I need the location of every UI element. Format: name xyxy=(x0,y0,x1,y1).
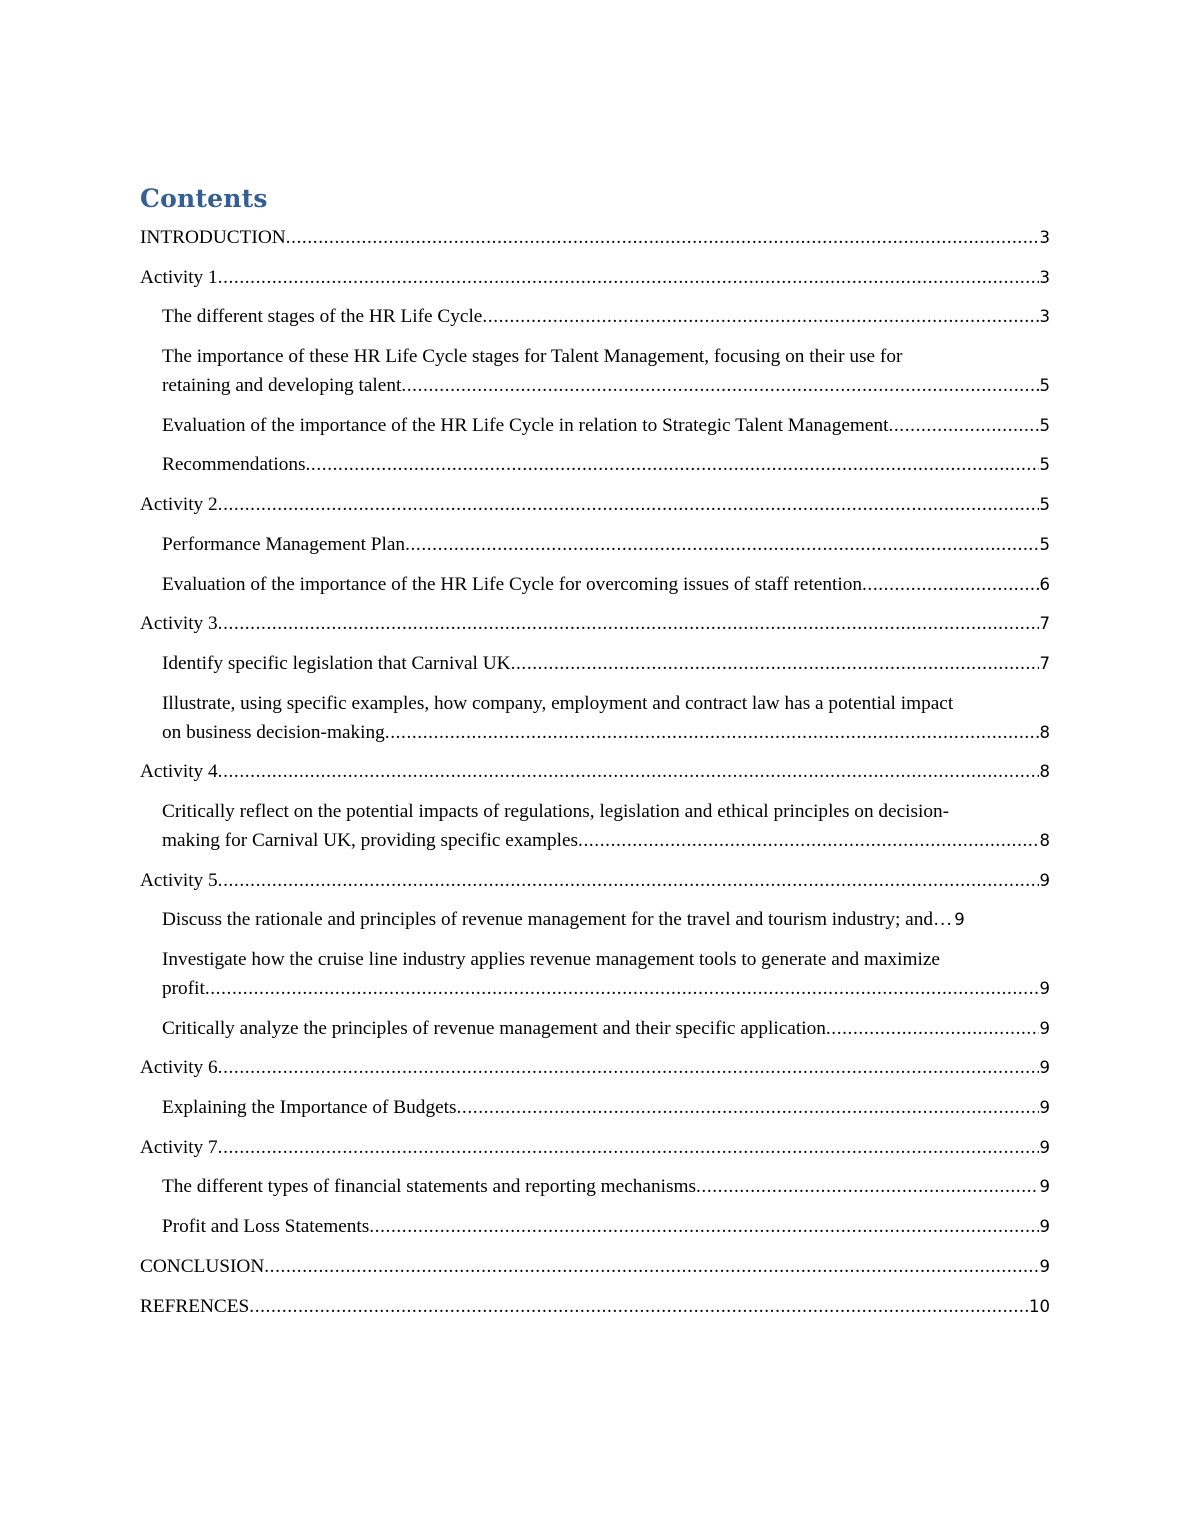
toc-entry-text-line1: Critically reflect on the potential impacts of regulations, legislation and ethical principles on decision- xyxy=(162,800,950,822)
toc-entry[interactable] xyxy=(140,411,1050,440)
toc-entry[interactable] xyxy=(140,797,1050,855)
toc-entry-text: The different stages of the HR Life Cycle xyxy=(162,306,483,328)
toc-entry-text: Activity 3 xyxy=(140,613,218,635)
toc-page-number: 5 xyxy=(1039,534,1050,554)
toc-page-number: 8 xyxy=(1039,762,1050,782)
toc-page-number: 6 xyxy=(1039,574,1050,594)
toc-ellipsis: … xyxy=(933,909,954,931)
toc-heading: Contents xyxy=(140,184,268,213)
toc-dot-leader xyxy=(862,570,1039,599)
toc-entry-text: Performance Management Plan xyxy=(162,533,406,555)
toc-dot-leader xyxy=(401,371,1038,400)
toc-dot-leader xyxy=(306,450,1039,479)
toc-entry-text: Evaluation of the importance of the HR Life Cycle in relation to Strategic Talent Management xyxy=(162,414,889,436)
toc-entry[interactable] xyxy=(140,905,1050,934)
toc-entry-text: making for Carnival UK, providing specific examples xyxy=(162,829,579,851)
toc-entry-text: CONCLUSION xyxy=(140,1255,265,1277)
toc-dot-leader xyxy=(826,1014,1039,1043)
toc-dot-leader xyxy=(218,490,1039,519)
toc-page-number: 9 xyxy=(1039,1177,1050,1197)
toc-page-number: 3 xyxy=(1039,307,1050,327)
toc-entry-text: Profit and Loss Statements xyxy=(162,1216,370,1238)
toc-entry-text: Activity 1 xyxy=(140,266,218,288)
toc-entry-text: Critically analyze the principles of revenue management and their specific application xyxy=(162,1017,826,1039)
toc-entry[interactable] xyxy=(140,1172,1050,1201)
toc-dot-leader xyxy=(205,974,1039,1003)
toc-dot-leader xyxy=(218,1133,1039,1162)
toc-dot-leader xyxy=(249,1292,1028,1321)
toc-entry[interactable] xyxy=(140,609,1050,638)
toc-entry-text: INTRODUCTION xyxy=(140,227,286,248)
toc-dot-leader xyxy=(218,757,1039,786)
toc-entry-text: retaining and developing talent xyxy=(162,375,402,397)
toc-page-number: 5 xyxy=(1039,415,1050,435)
toc-dot-leader xyxy=(218,866,1039,895)
toc-page-number: 7 xyxy=(1039,614,1050,634)
toc-entry[interactable] xyxy=(140,342,1050,400)
toc-dot-leader xyxy=(218,609,1039,638)
toc-entry[interactable] xyxy=(140,490,1050,519)
toc-entry[interactable] xyxy=(140,1093,1050,1122)
toc-entry-text: Activity 4 xyxy=(140,761,218,783)
toc-entry-text: on business decision-making xyxy=(162,721,385,743)
toc-entry-text: Identify specific legislation that Carnival UK xyxy=(162,652,511,674)
toc-dot-leader xyxy=(405,530,1038,559)
toc-entry[interactable] xyxy=(140,530,1050,559)
toc-page-number: 5 xyxy=(1039,455,1050,475)
toc-entry-text: Activity 7 xyxy=(140,1136,218,1158)
toc-page-number: 8 xyxy=(1039,722,1050,742)
toc-dot-leader xyxy=(385,718,1039,747)
toc-dot-leader xyxy=(218,1053,1039,1082)
toc-dot-leader xyxy=(511,649,1039,678)
toc-entry[interactable] xyxy=(140,1053,1050,1082)
toc-entry[interactable] xyxy=(140,450,1050,479)
toc-entry-text-line1: Investigate how the cruise line industry applies revenue management tools to generate and maximize xyxy=(162,949,940,970)
table-of-contents xyxy=(140,223,1050,1331)
toc-entry-text: Evaluation of the importance of the HR Life Cycle for overcoming issues of staff retention xyxy=(162,573,862,595)
toc-page-number: 9 xyxy=(1039,1137,1050,1157)
toc-entry-text: profit xyxy=(162,978,205,999)
toc-page-number: 9 xyxy=(1039,1217,1050,1237)
toc-entry-text: Explaining the Importance of Budgets xyxy=(162,1097,457,1119)
toc-dot-leader xyxy=(457,1093,1039,1122)
toc-entry[interactable] xyxy=(140,570,1050,599)
toc-entry-text: Activity 2 xyxy=(140,494,218,516)
toc-page-number: 10 xyxy=(1029,1296,1050,1316)
toc-page-number: 9 xyxy=(1039,979,1050,998)
toc-entry[interactable] xyxy=(140,1133,1050,1162)
toc-entry[interactable] xyxy=(140,866,1050,895)
toc-page-number: 3 xyxy=(1039,228,1050,247)
toc-entry-text: Recommendations xyxy=(162,454,306,476)
toc-entry[interactable] xyxy=(140,1212,1050,1241)
toc-dot-leader xyxy=(696,1172,1039,1201)
toc-page-number: 9 xyxy=(1039,1098,1050,1118)
toc-page-number: 7 xyxy=(1039,653,1050,673)
toc-page-number: 9 xyxy=(954,910,965,930)
toc-entry[interactable] xyxy=(140,649,1050,678)
toc-dot-leader xyxy=(888,411,1038,440)
toc-entry[interactable] xyxy=(140,1252,1050,1281)
toc-dot-leader xyxy=(369,1212,1038,1241)
toc-page-number: 5 xyxy=(1039,376,1050,396)
toc-entry[interactable] xyxy=(140,302,1050,331)
toc-dot-leader xyxy=(286,223,1039,252)
toc-dot-leader xyxy=(482,302,1038,331)
toc-page-number: 3 xyxy=(1039,267,1050,287)
toc-page-number: 8 xyxy=(1039,830,1050,850)
toc-entry-text: Discuss the rationale and principles of revenue management for the travel and tourism industry; and xyxy=(162,909,934,931)
toc-entry[interactable] xyxy=(140,1292,1050,1321)
toc-entry[interactable] xyxy=(140,223,1050,252)
toc-page-number: 5 xyxy=(1039,495,1050,515)
toc-page-number: 9 xyxy=(1039,1018,1050,1038)
toc-page-number: 9 xyxy=(1039,1058,1050,1078)
toc-entry[interactable] xyxy=(140,263,1050,292)
toc-entry[interactable] xyxy=(140,945,1050,1003)
toc-dot-leader xyxy=(218,263,1039,292)
toc-dot-leader xyxy=(264,1252,1038,1281)
toc-dot-leader xyxy=(578,826,1038,855)
toc-entry-text-line1: Illustrate, using specific examples, how company, employment and contract law has a potential impact xyxy=(162,692,954,714)
toc-entry-text: The different types of financial statements and reporting mechanisms xyxy=(162,1176,696,1198)
toc-entry[interactable] xyxy=(140,757,1050,786)
toc-entry-text-line1: The importance of these HR Life Cycle stages for Talent Management, focusing on their use for xyxy=(162,346,903,368)
toc-entry-text: Activity 5 xyxy=(140,869,218,891)
toc-entry-text: REFRENCES xyxy=(140,1295,250,1317)
toc-entry-text: Activity 6 xyxy=(140,1057,218,1079)
toc-page-number: 9 xyxy=(1039,1256,1050,1276)
toc-page-number: 9 xyxy=(1039,870,1050,890)
toc-entry[interactable] xyxy=(140,1014,1050,1043)
toc-entry[interactable] xyxy=(140,689,1050,747)
